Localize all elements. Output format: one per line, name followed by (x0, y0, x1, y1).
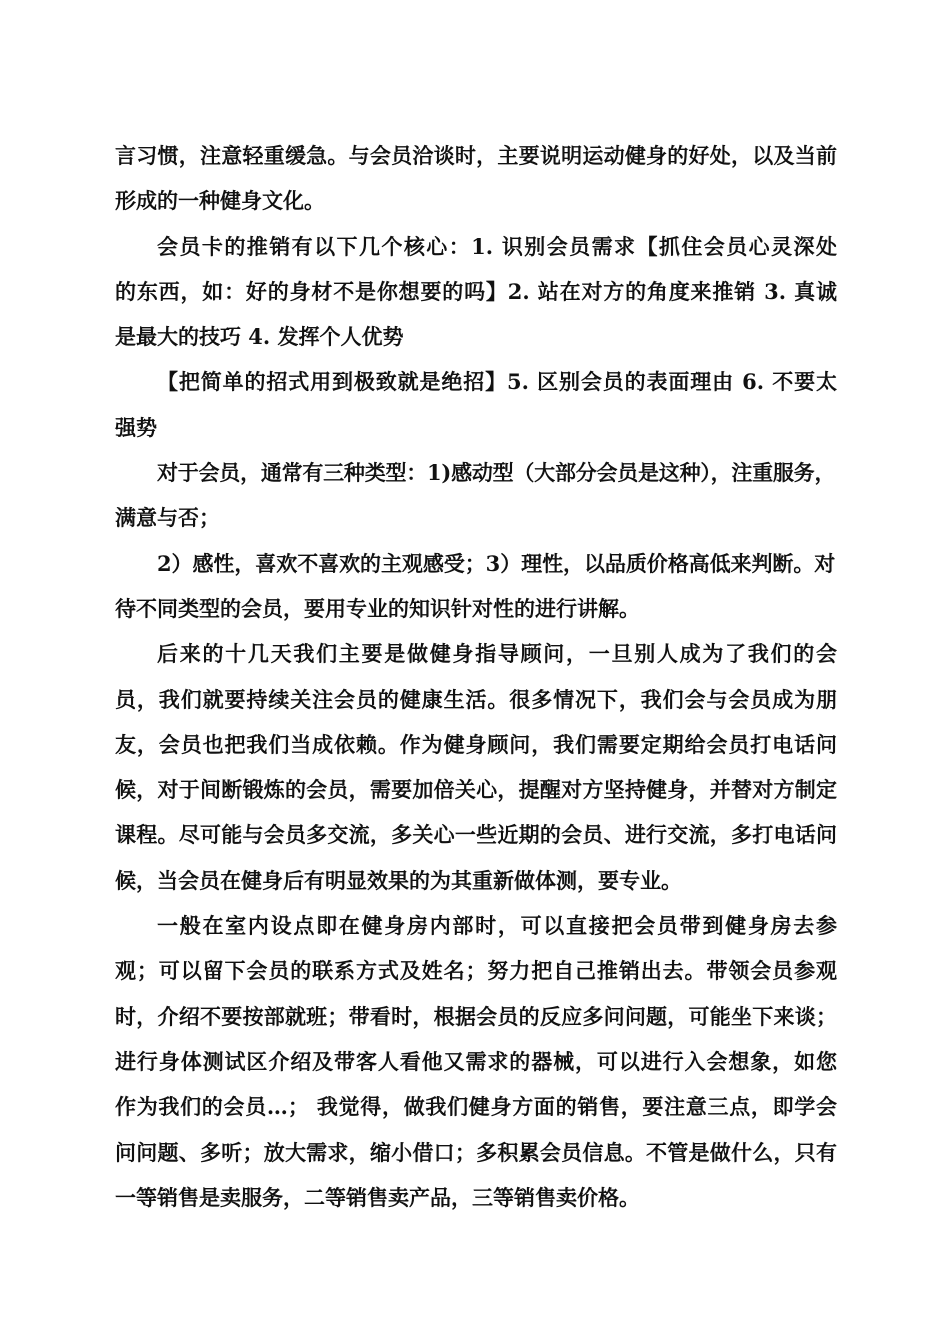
text-line: 课程。尽可能与会员多交流，多关心一些近期的会员、进行交流，多打电话问 (115, 822, 837, 848)
text-line: 后来的十几天我们主要是做健身指导顾问，一旦别人成为了我们的会 (157, 641, 837, 667)
text-line: 的东西，如：好的身材不是你想要的吗】2. 站在对方的角度来推销 3. 真诚 (115, 278, 837, 304)
document-body (115, 133, 837, 1220)
text-line: 候，当会员在健身后有明显效果的为其重新做体测，要专业。 (115, 867, 682, 893)
text-line: 满意与否； (115, 505, 220, 531)
text-line: 友，会员也把我们当成依赖。作为健身顾问，我们需要定期给会员打电话问 (115, 731, 837, 757)
text-line: 2）感性，喜欢不喜欢的主观感受；3）理性，以品质价格高低来判断。对 (157, 550, 836, 576)
text-line: 强势 (115, 414, 157, 440)
text-line: 一般在室内设点即在健身房内部时，可以直接把会员带到健身房去参 (157, 913, 837, 939)
text-line: 时，介绍不要按部就班；带看时，根据会员的反应多问问题，可能坐下来谈； (115, 1003, 837, 1029)
text-line: 一等销售是卖服务，二等销售卖产品，三等销售卖价格。 (115, 1184, 640, 1210)
text-line: 问问题、多听；放大需求，缩小借口；多积累会员信息。不管是做什么，只有 (115, 1139, 837, 1165)
text-line: 待不同类型的会员，要用专业的知识针对性的进行讲解。 (115, 595, 640, 621)
text-line: 是最大的技巧 4. 发挥个人优势 (115, 324, 404, 350)
text-line: 对于会员，通常有三种类型：1)感动型（大部分会员是这种），注重服务， (157, 460, 836, 486)
text-line: 会员卡的推销有以下几个核心：1. 识别会员需求【抓住会员心灵深处 (157, 233, 837, 259)
text-line: 进行身体测试区介绍及带客人看他又需求的器械，可以进行入会想象，如您 (115, 1048, 837, 1074)
text-line: 【把简单的招式用到极致就是绝招】5. 区别会员的表面理由 6. 不要太 (157, 369, 837, 395)
text-line: 员，我们就要持续关注会员的健康生活。很多情况下，我们会与会员成为朋 (115, 686, 837, 712)
text-line: 候，对于间断锻炼的会员，需要加倍关心，提醒对方坚持健身，并替对方制定 (115, 777, 837, 803)
text-line: 观；可以留下会员的联系方式及姓名；努力把自己推销出去。带领会员参观 (115, 958, 837, 984)
text-line: 作为我们的会员…； 我觉得，做我们健身方面的销售，要注意三点，即学会 (115, 1094, 837, 1120)
text-line: 言习惯，注意轻重缓急。与会员洽谈时，主要说明运动健身的好处，以及当前 (115, 143, 837, 168)
text-line: 形成的一种健身文化。 (115, 188, 325, 214)
